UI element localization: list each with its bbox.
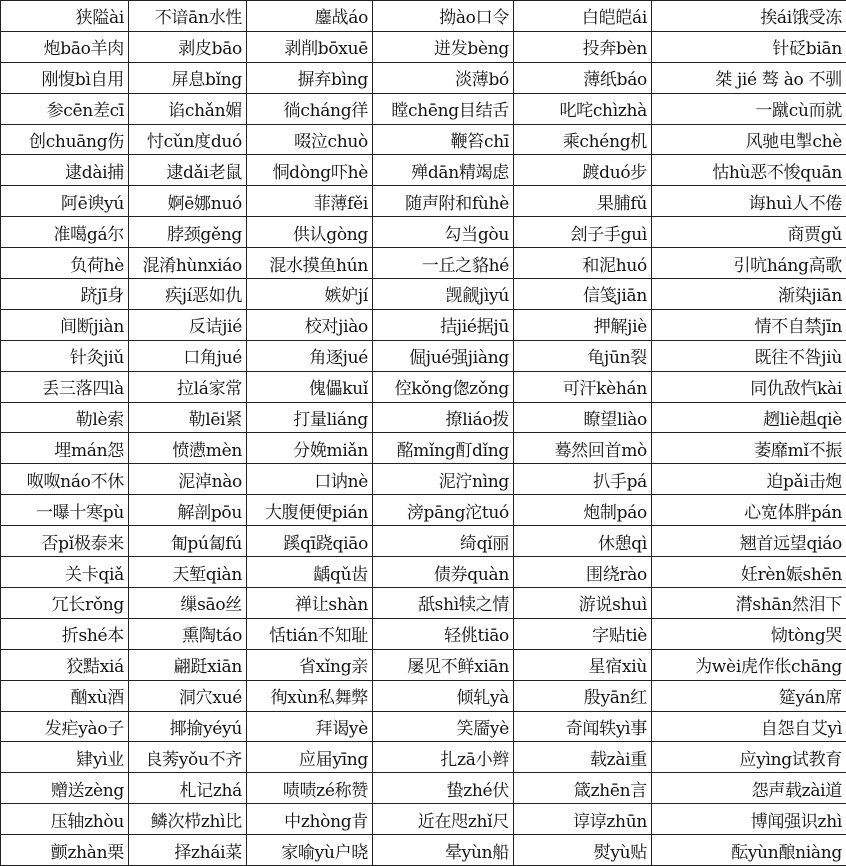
table-cell: 一曝十寒pù <box>1 495 129 526</box>
table-cell: 殚dān精竭虑 <box>373 155 514 186</box>
table-cell: 迸发bèng <box>373 32 514 63</box>
table-cell: 脖颈gěng <box>129 217 247 248</box>
table-cell: 混淆hùnxiáo <box>129 248 247 279</box>
table-cell: 愤懑mèn <box>129 433 247 464</box>
table-cell: 自怨自艾yì <box>652 712 846 743</box>
table-cell: 间断jiàn <box>1 310 129 341</box>
table-cell: 口角jué <box>129 341 247 372</box>
table-cell: 翘首远望qiáo <box>652 526 846 557</box>
table-cell: 分娩miǎn <box>247 433 373 464</box>
table-cell: 殷yān红 <box>514 681 652 712</box>
table-cell: 随声附和fùhè <box>373 186 514 217</box>
table-cell: 绮qǐ丽 <box>373 526 514 557</box>
table-cell: 笑靥yè <box>373 712 514 743</box>
table-cell: 投奔bèn <box>514 32 652 63</box>
table-cell: 翩跹xiān <box>129 650 247 681</box>
table-cell: 拗ào口令 <box>373 1 514 32</box>
table-cell: 刚愎bì自用 <box>1 63 129 94</box>
table-cell: 拉lá家常 <box>129 372 247 403</box>
table-cell: 白皑皑ái <box>514 1 652 32</box>
table-cell: 跻jī身 <box>1 279 129 310</box>
table-cell: 赠送zèng <box>1 773 129 804</box>
table-cell: 关卡qiǎ <box>1 557 129 588</box>
table-cell: 屏息bǐng <box>129 63 247 94</box>
table-cell: 口讷nè <box>247 464 373 495</box>
table-cell: 近在咫zhǐ尺 <box>373 804 514 835</box>
table-cell: 中zhòng肯 <box>247 804 373 835</box>
table-cell: 家喻yù户晓 <box>247 835 373 866</box>
table-cell: 筵yán席 <box>652 681 846 712</box>
table-cell: 星宿xiù <box>514 650 652 681</box>
table-cell: 校对jiào <box>247 310 373 341</box>
table-cell: 傀儡kuǐ <box>247 372 373 403</box>
table-cell: 一丘之貉hé <box>373 248 514 279</box>
table-cell: 债券quàn <box>373 557 514 588</box>
table-cell: 供认gòng <box>247 217 373 248</box>
table-cell: 心宽体胖pán <box>652 495 846 526</box>
table-cell: 乘chéng机 <box>514 125 652 156</box>
table-cell: 蛰zhé伏 <box>373 773 514 804</box>
table-cell: 熨yù贴 <box>514 835 652 866</box>
table-cell: 忖cǔn度duó <box>129 125 247 156</box>
table-cell: 薄纸báo <box>514 63 652 94</box>
table-cell: 匍pú匐fú <box>129 526 247 557</box>
table-cell: 觊觎jìyú <box>373 279 514 310</box>
table-cell: 冗长rǒng <box>1 588 129 619</box>
table-cell: 休憩qì <box>514 526 652 557</box>
table-cell: 徇xùn私舞弊 <box>247 681 373 712</box>
table-cell: 既往不咎jiù <box>652 341 846 372</box>
table-cell: 怙hù恶不悛quān <box>652 155 846 186</box>
table-cell: 渐染jiān <box>652 279 846 310</box>
table-cell: 禅让shàn <box>247 588 373 619</box>
table-cell: 准噶gá尔 <box>1 217 129 248</box>
table-cell: 打量liáng <box>247 403 373 434</box>
table-cell: 天堑qiàn <box>129 557 247 588</box>
table-cell: 勾当gòu <box>373 217 514 248</box>
table-cell: 逮dài捕 <box>1 155 129 186</box>
table-cell: 一蹴cù而就 <box>652 94 846 125</box>
table-cell: 蓦然回首mò <box>514 433 652 464</box>
table-cell: 晕yùn船 <box>373 835 514 866</box>
table-cell: 情不自禁jīn <box>652 310 846 341</box>
table-cell: 迫pǎi击炮 <box>652 464 846 495</box>
table-cell: 倾轧yà <box>373 681 514 712</box>
table-cell: 萎靡mǐ不振 <box>652 433 846 464</box>
table-cell: 发疟yào子 <box>1 712 129 743</box>
table-cell: 拮jié据jū <box>373 310 514 341</box>
table-cell: 泥泞nìng <box>373 464 514 495</box>
table-cell: 桀 jié 骜 ào 不驯 <box>652 63 846 94</box>
table-cell: 舐shì犊之情 <box>373 588 514 619</box>
table-cell: 肄yì业 <box>1 742 129 773</box>
table-cell: 逮dǎi老鼠 <box>129 155 247 186</box>
table-cell: 啧啧zé称赞 <box>247 773 373 804</box>
table-cell: 勒lè索 <box>1 403 129 434</box>
table-cell: 札记zhá <box>129 773 247 804</box>
table-cell: 折shé本 <box>1 619 129 650</box>
table-cell: 商贾gǔ <box>652 217 846 248</box>
table-cell: 扎zā小辫 <box>373 742 514 773</box>
table-cell: 叱咤chìzhà <box>514 94 652 125</box>
table-cell: 引吭háng高歌 <box>652 248 846 279</box>
table-cell: 嫉妒jí <box>247 279 373 310</box>
table-cell: 应yìng试教育 <box>652 742 846 773</box>
table-cell: 博闻强识zhì <box>652 804 846 835</box>
table-cell: 揶揄yéyú <box>129 712 247 743</box>
table-cell: 鏖战áo <box>247 1 373 32</box>
table-cell: 参cēn差cī <box>1 94 129 125</box>
table-cell: 谆谆zhūn <box>514 804 652 835</box>
table-cell: 鞭笞chī <box>373 125 514 156</box>
table-cell: 压轴zhòu <box>1 804 129 835</box>
table-cell: 针灸jiǔ <box>1 341 129 372</box>
table-cell: 熏陶táo <box>129 619 247 650</box>
table-cell: 载zài重 <box>514 742 652 773</box>
table-cell: 恫dòng吓hè <box>247 155 373 186</box>
table-cell: 勒lēi紧 <box>129 403 247 434</box>
table-cell: 趔liè趄qiè <box>652 403 846 434</box>
table-cell: 游说shuì <box>514 588 652 619</box>
table-cell: 恸tòng哭 <box>652 619 846 650</box>
table-cell: 倥kǒng偬zǒng <box>373 372 514 403</box>
table-cell: 酗xù酒 <box>1 681 129 712</box>
table-cell: 妊rèn娠shēn <box>652 557 846 588</box>
table-cell: 阿ē谀yú <box>1 186 129 217</box>
table-cell: 谄chǎn媚 <box>129 94 247 125</box>
table-cell: 滂pāng沱tuó <box>373 495 514 526</box>
table-cell: 为wèi虎作伥chāng <box>652 650 846 681</box>
table-cell: 不谙ān水性 <box>129 1 247 32</box>
table-cell: 和泥huó <box>514 248 652 279</box>
table-cell: 泥淖nào <box>129 464 247 495</box>
table-cell: 倔jué强jiàng <box>373 341 514 372</box>
table-cell: 择zhái菜 <box>129 835 247 866</box>
table-cell: 应届yīng <box>247 742 373 773</box>
table-cell: 良莠yǒu不齐 <box>129 742 247 773</box>
table-cell: 恬tián不知耻 <box>247 619 373 650</box>
table-cell: 剥皮bāo <box>129 32 247 63</box>
table-cell: 摒弃bìng <box>247 63 373 94</box>
table-cell: 怨声载zài道 <box>652 773 846 804</box>
table-cell: 炮bāo羊肉 <box>1 32 129 63</box>
table-cell: 字贴tiè <box>514 619 652 650</box>
table-cell: 颤zhàn栗 <box>1 835 129 866</box>
table-cell: 狭隘ài <box>1 1 129 32</box>
table-cell: 丢三落四là <box>1 372 129 403</box>
table-cell: 风驰电掣chè <box>652 125 846 156</box>
table-cell: 鳞次栉zhì比 <box>129 804 247 835</box>
table-cell: 瞠chēng目结舌 <box>373 94 514 125</box>
table-cell: 酩mǐng酊dǐng <box>373 433 514 464</box>
table-cell: 信笺jiān <box>514 279 652 310</box>
table-cell: 龟jūn裂 <box>514 341 652 372</box>
table-cell: 箴zhēn言 <box>514 773 652 804</box>
table-cell: 酝yùn酿niàng <box>652 835 846 866</box>
table-cell: 疾jí恶如仇 <box>129 279 247 310</box>
table-cell: 缫sāo丝 <box>129 588 247 619</box>
table-cell: 省xǐng亲 <box>247 650 373 681</box>
table-cell: 诲huì人不倦 <box>652 186 846 217</box>
table-cell: 果脯fǔ <box>514 186 652 217</box>
table-cell: 轻佻tiāo <box>373 619 514 650</box>
table-cell: 埋mán怨 <box>1 433 129 464</box>
table-cell: 呶呶náo不休 <box>1 464 129 495</box>
table-cell: 刽子手guì <box>514 217 652 248</box>
table-cell: 屡见不鲜xiān <box>373 650 514 681</box>
table-cell: 大腹便便pián <box>247 495 373 526</box>
table-cell: 奇闻轶yì事 <box>514 712 652 743</box>
table-cell: 狡黠xiá <box>1 650 129 681</box>
table-cell: 扒手pá <box>514 464 652 495</box>
table-cell: 洞穴xué <box>129 681 247 712</box>
table-cell: 啜泣chuò <box>247 125 373 156</box>
table-cell: 负荷hè <box>1 248 129 279</box>
table-cell: 角逐jué <box>247 341 373 372</box>
table-cell: 反诘jié <box>129 310 247 341</box>
table-cell: 解剖pōu <box>129 495 247 526</box>
table-cell: 剥削bōxuē <box>247 32 373 63</box>
table-cell: 瞭望liào <box>514 403 652 434</box>
table-cell: 炮制páo <box>514 495 652 526</box>
table-cell: 创chuāng伤 <box>1 125 129 156</box>
table-cell: 针砭biān <box>652 32 846 63</box>
table-cell: 围绕rào <box>514 557 652 588</box>
table-cell: 拜谒yè <box>247 712 373 743</box>
table-cell: 踱duó步 <box>514 155 652 186</box>
table-cell: 蹊qī跷qiāo <box>247 526 373 557</box>
table-cell: 龋qǔ齿 <box>247 557 373 588</box>
table-cell: 淡薄bó <box>373 63 514 94</box>
table-cell: 婀ē娜nuó <box>129 186 247 217</box>
table-cell: 撩liáo拨 <box>373 403 514 434</box>
table-cell: 混水摸鱼hún <box>247 248 373 279</box>
table-cell: 潸shān然泪下 <box>652 588 846 619</box>
table-cell: 菲薄fěi <box>247 186 373 217</box>
table-cell: 徜cháng徉 <box>247 94 373 125</box>
table-cell: 同仇敌忾kài <box>652 372 846 403</box>
table-cell: 押解jiè <box>514 310 652 341</box>
table-cell: 否pǐ极泰来 <box>1 526 129 557</box>
table-cell: 可汗kèhán <box>514 372 652 403</box>
table-cell: 挨ái饿受冻 <box>652 1 846 32</box>
